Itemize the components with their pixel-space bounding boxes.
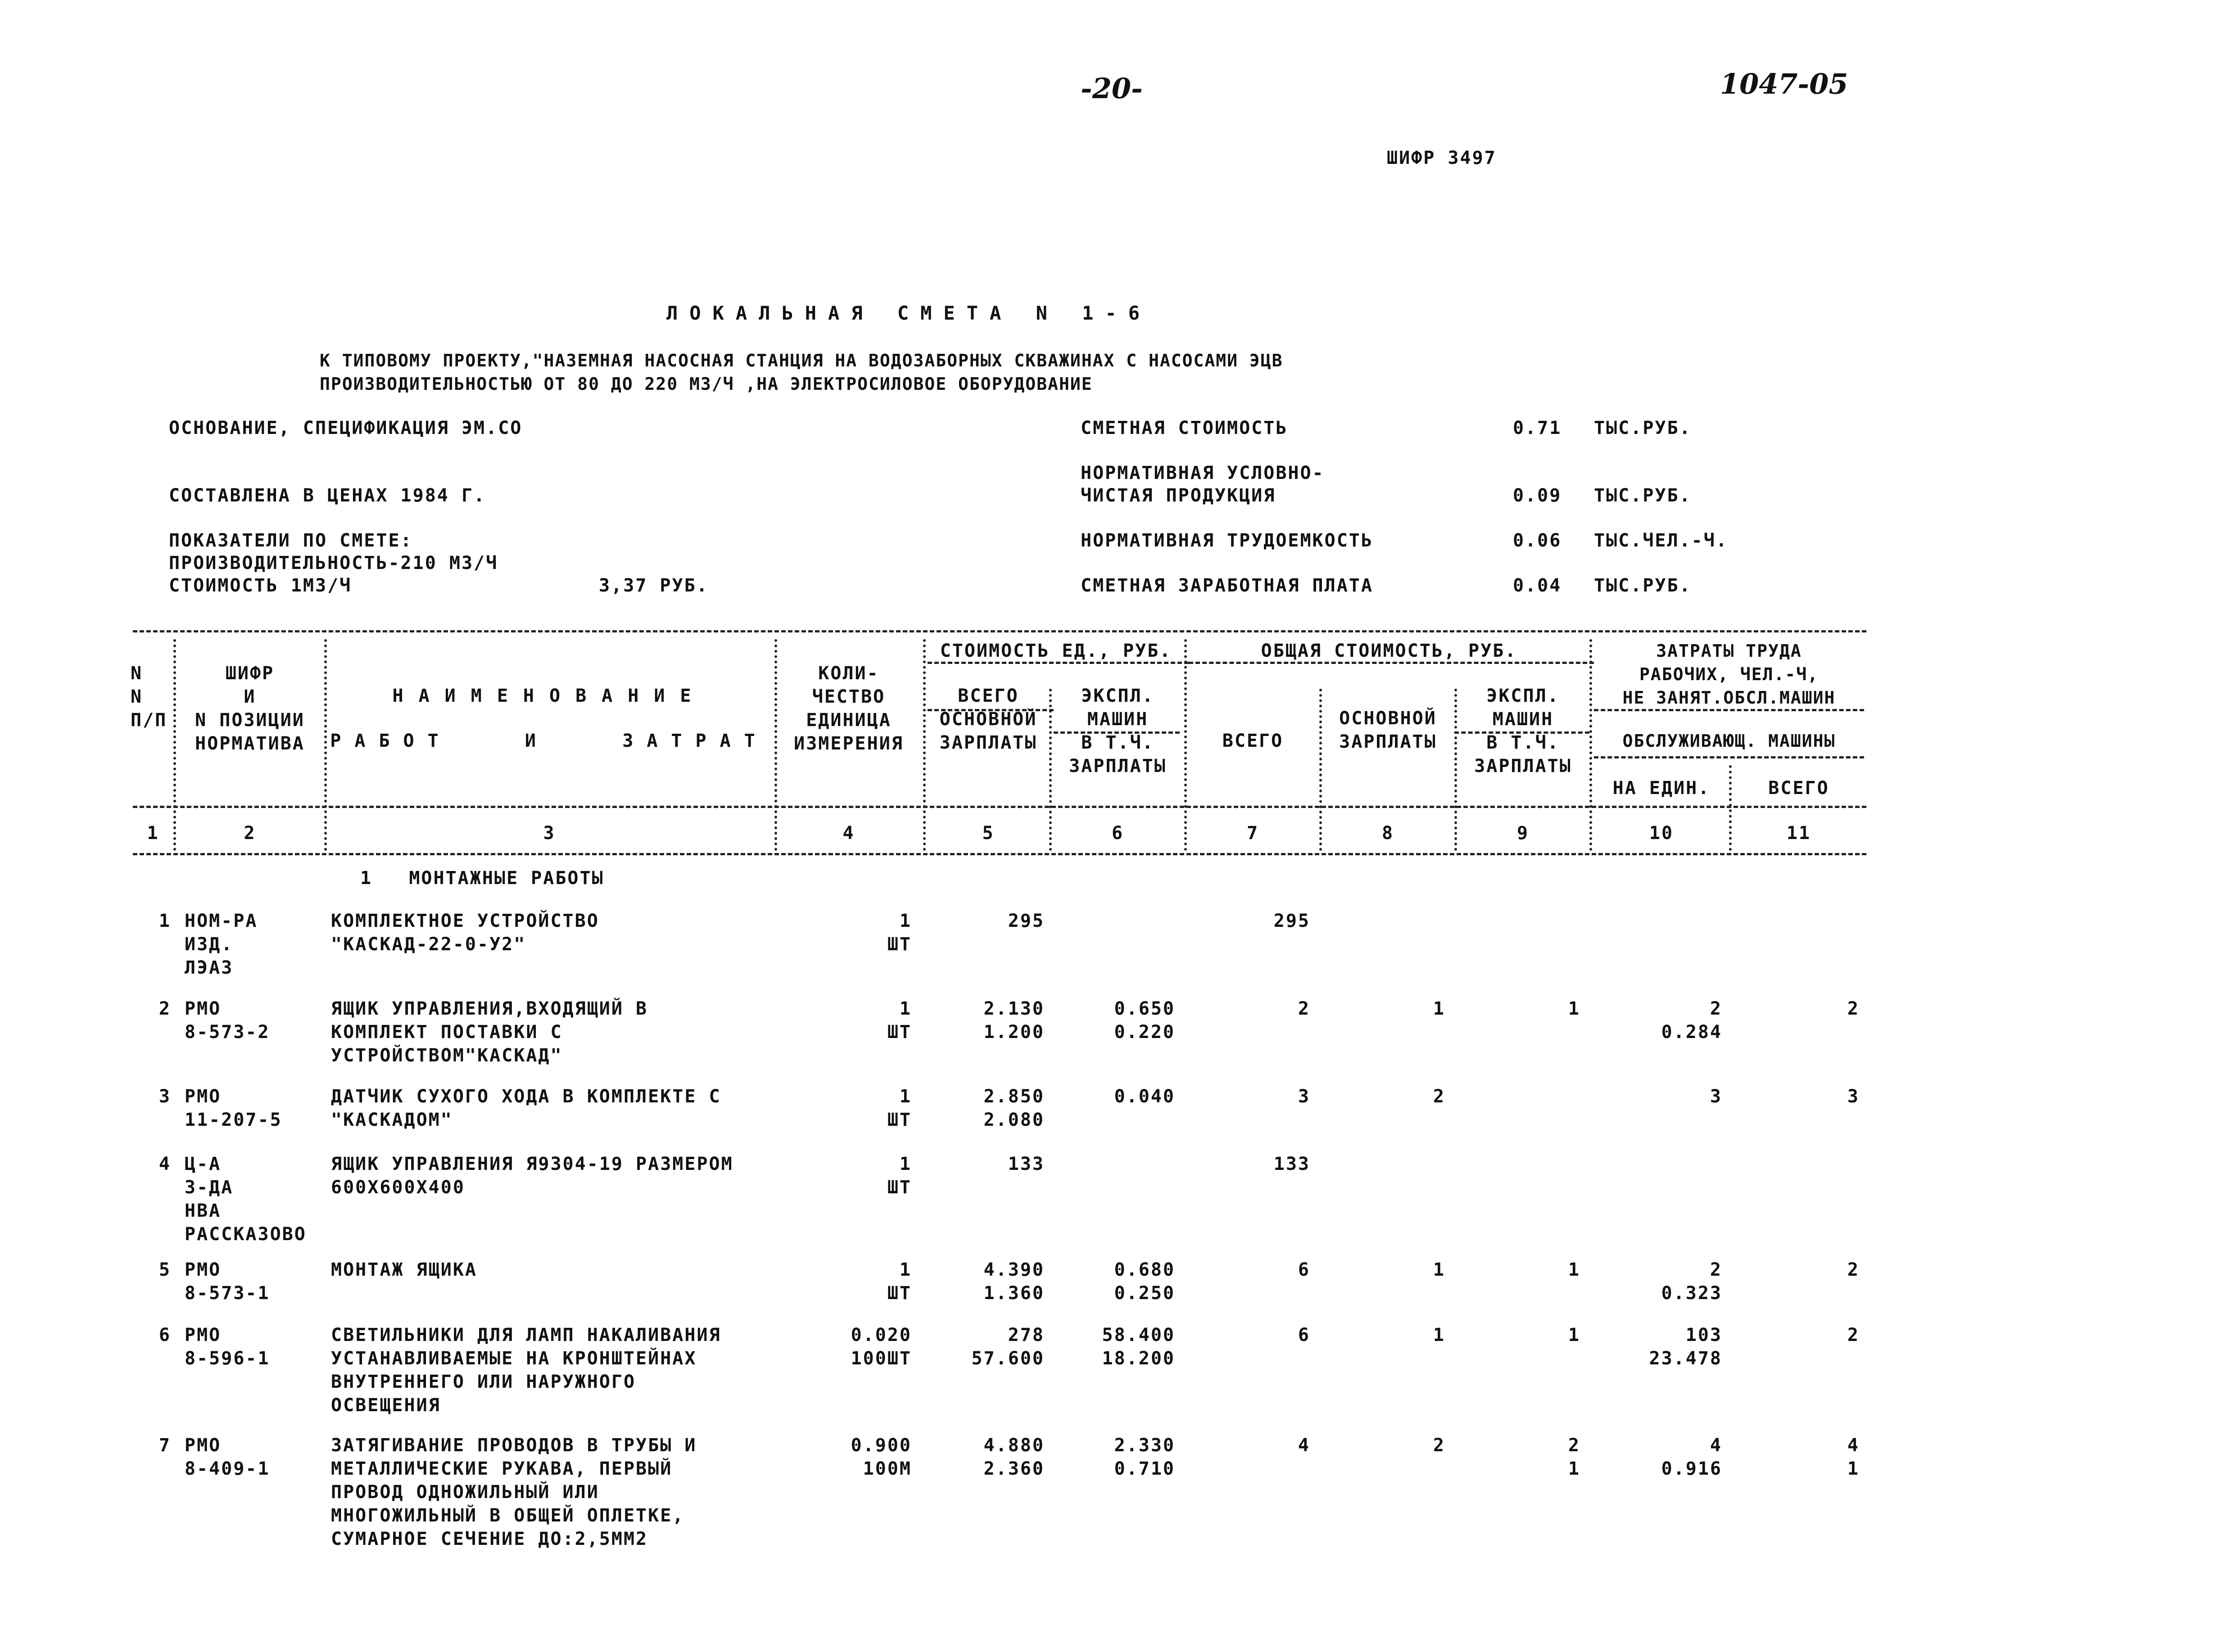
col-number-4: 4 bbox=[842, 823, 855, 844]
summary-wage-unit: ТЫС.РУБ. bbox=[1594, 575, 1692, 596]
cell-c5: 278 57.600 bbox=[971, 1325, 1045, 1369]
summary-labor-unit: ТЫС.ЧЕЛ.-Ч. bbox=[1594, 530, 1728, 551]
cell-c7: 6 bbox=[1298, 1259, 1310, 1280]
cell-c10: 2 0.323 bbox=[1661, 1259, 1722, 1304]
header-sub-rule-labor-2 bbox=[1594, 756, 1864, 758]
cell-qty: 1 ШТ bbox=[887, 1154, 912, 1198]
cell-qty: 1 ШТ bbox=[887, 998, 912, 1043]
cell-c10: 4 0.916 bbox=[1661, 1435, 1722, 1479]
cell-c7: 3 bbox=[1298, 1086, 1310, 1107]
summary-net-value: 0.09 bbox=[1513, 485, 1562, 506]
cell-c9: 2 1 bbox=[1568, 1435, 1580, 1479]
cell-c5: 2.850 2.080 bbox=[983, 1086, 1045, 1130]
header-col-9: ЭКСПЛ. МАШИН В Т.Ч. ЗАРПЛАТЫ bbox=[1474, 686, 1572, 776]
cell-n: 3 bbox=[158, 1086, 171, 1107]
header-col-2: ШИФР И N ПОЗИЦИИ НОРМАТИВА bbox=[195, 663, 305, 754]
indicators-line-2: ПРОИЗВОДИТЕЛЬНОСТЬ-210 М3/Ч bbox=[169, 553, 498, 573]
col-sep-6 bbox=[1184, 639, 1187, 851]
summary-cost-value: 0.71 bbox=[1513, 418, 1562, 438]
col-number-1: 1 bbox=[147, 823, 159, 844]
col-sep-8 bbox=[1454, 689, 1457, 851]
compiled-line: СОСТАВЛЕНА В ЦЕНАХ 1984 Г. bbox=[169, 485, 486, 506]
document-number: 1047-05 bbox=[1720, 68, 1848, 100]
header-col-7: ВСЕГО bbox=[1222, 731, 1284, 751]
cell-code: РМО 8-409-1 bbox=[185, 1435, 270, 1479]
section-heading: 1 МОНТАЖНЫЕ РАБОТЫ bbox=[360, 868, 604, 889]
col-number-8: 8 bbox=[1381, 823, 1394, 844]
summary-net-unit: ТЫС.РУБ. bbox=[1594, 485, 1692, 506]
summary-labor-value: 0.06 bbox=[1513, 530, 1562, 551]
header-col-8: ОСНОВНОЙ ЗАРПЛАТЫ bbox=[1339, 708, 1437, 752]
cell-n: 7 bbox=[158, 1435, 171, 1456]
summary-cost-label: СМЕТНАЯ СТОИМОСТЬ bbox=[1081, 418, 1288, 438]
cell-c8: 1 bbox=[1433, 1325, 1445, 1345]
header-unit-cost: СТОИМОСТЬ ЕД., РУБ. bbox=[940, 641, 1172, 661]
cell-qty: 0.020 100ШТ bbox=[851, 1325, 912, 1369]
col-number-3: 3 bbox=[543, 823, 556, 844]
cell-code: РМО 8-596-1 bbox=[185, 1325, 270, 1369]
header-col-1: N N П/П bbox=[131, 663, 167, 731]
summary-net-label-2: ЧИСТАЯ ПРОДУКЦИЯ bbox=[1081, 485, 1276, 506]
cell-c6: 0.650 0.220 bbox=[1114, 998, 1175, 1043]
cell-c11: 3 bbox=[1847, 1086, 1860, 1107]
summary-wage-value: 0.04 bbox=[1513, 575, 1562, 596]
cell-code: РМО 8-573-1 bbox=[185, 1259, 270, 1304]
cell-qty: 1 ШТ bbox=[887, 1086, 912, 1130]
header-col-3-sub: РАБОТ И ЗАТРАТ bbox=[330, 731, 769, 751]
estimate-title: ЛОКАЛЬНАЯ СМЕТА N 1-6 bbox=[666, 302, 1152, 324]
header-col-11: ВСЕГО bbox=[1768, 778, 1829, 799]
summary-labor-label: НОРМАТИВНАЯ ТРУДОЕМКОСТЬ bbox=[1081, 530, 1373, 551]
header-total-cost: ОБЩАЯ СТОИМОСТЬ, РУБ. bbox=[1261, 641, 1517, 661]
cell-c5: 2.130 1.200 bbox=[983, 998, 1045, 1043]
cell-name: ЯЩИК УПРАВЛЕНИЯ,ВХОДЯЩИЙ В КОМПЛЕКТ ПОСТАВКИ С УСТРОЙСТВОМ"КАСКАД" bbox=[331, 998, 648, 1066]
cell-c8: 1 bbox=[1433, 1259, 1445, 1280]
header-labor-sub: ОБСЛУЖИВАЮЩ. МАШИНЫ bbox=[1622, 731, 1836, 751]
cell-c6: 0.040 bbox=[1114, 1086, 1175, 1107]
indicators-line-1: ПОКАЗАТЕЛИ ПО СМЕТЕ: bbox=[169, 530, 413, 551]
cell-name: КОМПЛЕКТНОЕ УСТРОЙСТВО "КАСКАД-22-0-У2" bbox=[331, 911, 599, 955]
page-number: -20- bbox=[1081, 72, 1143, 105]
cell-c9: 1 bbox=[1568, 1259, 1580, 1280]
cell-c11: 2 bbox=[1847, 1259, 1860, 1280]
cell-n: 4 bbox=[158, 1154, 171, 1174]
indicators-line-3: СТОИМОСТЬ 1М3/Ч bbox=[169, 575, 352, 596]
cell-c5: 295 bbox=[1008, 911, 1045, 931]
cell-name: ДАТЧИК СУХОГО ХОДА В КОМПЛЕКТЕ С "КАСКАДОМ" bbox=[331, 1086, 721, 1130]
cell-code: РМО 8-573-2 bbox=[185, 998, 270, 1043]
col-sep-2 bbox=[324, 639, 327, 851]
cell-c10: 3 bbox=[1710, 1086, 1722, 1107]
cell-c7: 2 bbox=[1298, 998, 1310, 1019]
cell-name: МОНТАЖ ЯЩИКА bbox=[331, 1259, 477, 1280]
cell-n: 2 bbox=[158, 998, 171, 1019]
col-sep-4 bbox=[923, 639, 926, 851]
cell-c11: 2 bbox=[1847, 998, 1860, 1019]
col-number-5: 5 bbox=[982, 823, 995, 844]
cell-c5: 133 bbox=[1008, 1154, 1045, 1174]
cell-c7: 133 bbox=[1273, 1154, 1310, 1174]
col-number-9: 9 bbox=[1516, 823, 1530, 844]
cell-c11: 4 1 bbox=[1847, 1435, 1860, 1479]
cell-c6: 0.680 0.250 bbox=[1114, 1259, 1175, 1304]
cell-c10: 2 0.284 bbox=[1661, 998, 1722, 1043]
header-col-4: КОЛИ- ЧЕСТВО ЕДИНИЦА ИЗМЕРЕНИЯ bbox=[794, 663, 904, 754]
col-sep-7 bbox=[1319, 689, 1322, 851]
cell-c8: 1 bbox=[1433, 998, 1445, 1019]
cell-c6: 58.400 18.200 bbox=[1102, 1325, 1175, 1369]
col-sep-5 bbox=[1049, 689, 1052, 851]
header-labor: ЗАТРАТЫ ТРУДА РАБОЧИХ, ЧЕЛ.-Ч, НЕ ЗАНЯТ.ОБСЛ.МАШИН bbox=[1622, 641, 1836, 708]
indicators-value: 3,37 РУБ. bbox=[599, 575, 709, 596]
col-number-11: 11 bbox=[1786, 823, 1811, 844]
header-col-10: НА ЕДИН. bbox=[1612, 778, 1711, 799]
cell-c8: 2 bbox=[1433, 1435, 1445, 1456]
col-number-2: 2 bbox=[244, 823, 256, 844]
cell-c7: 4 bbox=[1298, 1435, 1310, 1456]
col-sep-10 bbox=[1729, 765, 1732, 851]
cell-c7: 295 bbox=[1273, 911, 1310, 931]
cell-c6: 2.330 0.710 bbox=[1114, 1435, 1175, 1479]
col-sep-9 bbox=[1589, 639, 1592, 851]
cell-name: ЯЩИК УПРАВЛЕНИЯ Я9304-19 РАЗМЕРОМ 600Х600Х400 bbox=[331, 1154, 733, 1198]
cell-code: РМО 11-207-5 bbox=[185, 1086, 282, 1130]
cell-name: СВЕТИЛЬНИКИ ДЛЯ ЛАМП НАКАЛИВАНИЯ УСТАНАВЛИВАЕМЫЕ НА КРОНШТЕЙНАХ ВНУТРЕННЕГО ИЛИ НАРУЖНОГО ОСВЕЩЕНИЯ bbox=[331, 1325, 721, 1416]
cell-c9: 1 bbox=[1568, 998, 1580, 1019]
basis-line: ОСНОВАНИЕ, СПЕЦИФИКАЦИЯ ЭМ.СО bbox=[169, 418, 523, 438]
cell-code: НОМ-РА ИЗД. ЛЭАЗ bbox=[185, 911, 258, 978]
cell-c5: 4.390 1.360 bbox=[983, 1259, 1045, 1304]
col-number-7: 7 bbox=[1246, 823, 1259, 844]
cell-n: 1 bbox=[158, 911, 171, 931]
cell-c11: 2 bbox=[1847, 1325, 1860, 1345]
cell-c9: 1 bbox=[1568, 1325, 1580, 1345]
cell-code: Ц-А 3-ДА НВА РАССКАЗОВО bbox=[185, 1154, 307, 1245]
header-bottom-rule bbox=[133, 806, 1866, 808]
summary-cost-unit: ТЫС.РУБ. bbox=[1594, 418, 1692, 438]
summary-wage-label: СМЕТНАЯ ЗАРАБОТНАЯ ПЛАТА bbox=[1081, 575, 1373, 596]
header-col-5: ВСЕГО ОСНОВНОЙ ЗАРПЛАТЫ bbox=[939, 686, 1037, 753]
summary-net-label-1: НОРМАТИВНАЯ УСЛОВНО- bbox=[1081, 463, 1325, 483]
document-code: ШИФР 3497 bbox=[1387, 148, 1497, 168]
cell-qty: 0.900 100М bbox=[851, 1435, 912, 1479]
cell-c10: 103 23.478 bbox=[1649, 1325, 1722, 1369]
header-col-6: ЭКСПЛ. МАШИН В Т.Ч. ЗАРПЛАТЫ bbox=[1069, 686, 1167, 776]
cell-name: ЗАТЯГИВАНИЕ ПРОВОДОВ В ТРУБЫ И МЕТАЛЛИЧЕСКИЕ РУКАВА, ПЕРВЫЙ ПРОВОД ОДНОЖИЛЬНЫЙ ИЛИ МНОГОЖИЛЬНЫЙ В ОБЩЕЙ ОПЛЕТКЕ, СУМАРНОЕ СЕЧЕНИЕ ДО:2,5ММ2 bbox=[331, 1435, 697, 1549]
table-top-rule bbox=[133, 630, 1866, 632]
cell-qty: 1 ШТ bbox=[887, 911, 912, 955]
col-number-6: 6 bbox=[1111, 823, 1124, 844]
estimate-subtitle-line-2: ПРОИЗВОДИТЕЛЬНОСТЬЮ ОТ 80 ДО 220 М3/Ч ,НА ЭЛЕКТРОСИЛОВОЕ ОБОРУДОВАНИЕ bbox=[320, 374, 1093, 394]
column-numbers-rule bbox=[133, 853, 1866, 855]
estimate-subtitle-line-1: К ТИПОВОМУ ПРОЕКТУ,"НАЗЕМНАЯ НАСОСНАЯ СТАНЦИЯ НА ВОДОЗАБОРНЫХ СКВАЖИНАХ С НАСОСАМИ ЭЦВ bbox=[320, 351, 1283, 370]
cell-c7: 6 bbox=[1298, 1325, 1310, 1345]
cell-c5: 4.880 2.360 bbox=[983, 1435, 1045, 1479]
col-number-10: 10 bbox=[1649, 823, 1674, 844]
cell-qty: 1 ШТ bbox=[887, 1259, 912, 1304]
cell-n: 6 bbox=[158, 1325, 171, 1345]
header-col-3-name: НАИМЕНОВАНИЕ bbox=[392, 686, 706, 706]
cell-c8: 2 bbox=[1433, 1086, 1445, 1107]
cell-n: 5 bbox=[158, 1259, 171, 1280]
